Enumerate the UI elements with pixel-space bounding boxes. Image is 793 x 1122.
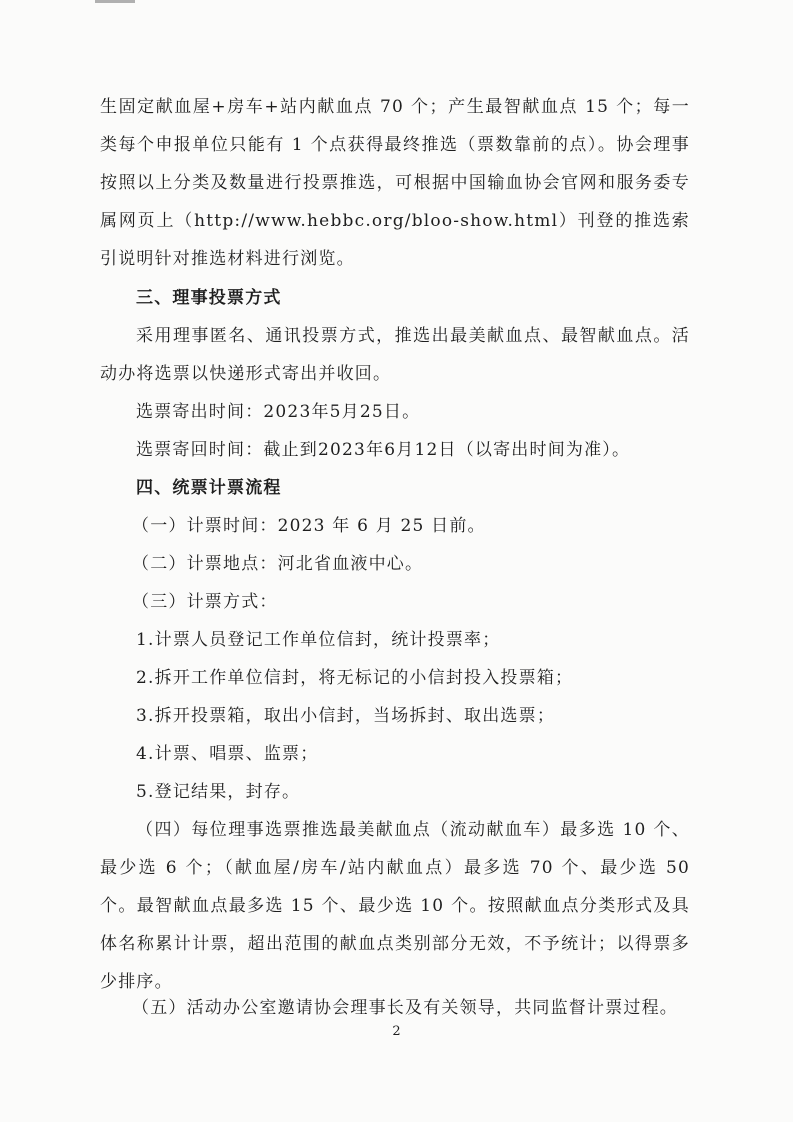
section-heading-4: 四、统票计票流程 xyxy=(136,478,282,498)
counting-step-4: 4.计票、唱票、监票； xyxy=(136,744,319,764)
paragraph-voting-method: 采用理事匿名、通讯投票方式，推选出最美献血点、最智献血点。活动办将选票以快递形式寄出并收回。 xyxy=(100,326,690,384)
counting-method-heading: （三）计票方式： xyxy=(132,592,278,612)
counting-step-2: 2.拆开工作单位信封，将无标记的小信封投入投票箱； xyxy=(136,668,574,688)
counting-step-5: 5.登记结果，封存。 xyxy=(136,782,301,802)
ballot-return-time: 选票寄回时间：截止到2023年6月12日（以寄出时间为准）。 xyxy=(136,440,631,460)
section-heading-3: 三、理事投票方式 xyxy=(136,288,282,308)
scan-mark xyxy=(95,0,135,3)
ballot-send-time: 选票寄出时间：2023年5月25日。 xyxy=(136,402,421,422)
counting-time: （一）计票时间：2023 年 6 月 25 日前。 xyxy=(132,516,486,536)
page-number: 2 xyxy=(392,1024,401,1039)
counting-step-3: 3.拆开投票箱，取出小信封，当场拆封、取出选票； xyxy=(136,706,556,726)
paragraph-continued: 生固定献血屋+房车+站内献血点 70 个；产生最智献血点 15 个；每一类每个申报单位只能有 1 个点获得最终推选（票数靠前的点）。协会理事按照以上分类及数量进行投票推选，可根据中国输血协会官网和服务委专属网页上（http://www.hebbc.org/bloo-show.html）刊登的推选索引说明针对推选材料进行浏览。 xyxy=(100,97,690,269)
paragraph-supervision: （五）活动办公室邀请协会理事长及有关领导，共同监督计票过程。 xyxy=(132,998,678,1018)
counting-step-1: 1.计票人员登记工作单位信封，统计投票率； xyxy=(136,630,501,650)
counting-location: （二）计票地点：河北省血液中心。 xyxy=(132,554,424,574)
paragraph-selection-limits: （四）每位理事选票推选最美献血点（流动献血车）最多选 10 个、最少选 6 个；（献血屋/房车/站内献血点）最多选 70 个、最少选 50 个。最智献血点最多选 15 个、最少选 10 个。按照献血点分类形式及具体名称累计计票，超出范围的献血点类别部分无效，不予统计；以得票多少排序。 xyxy=(100,820,690,992)
